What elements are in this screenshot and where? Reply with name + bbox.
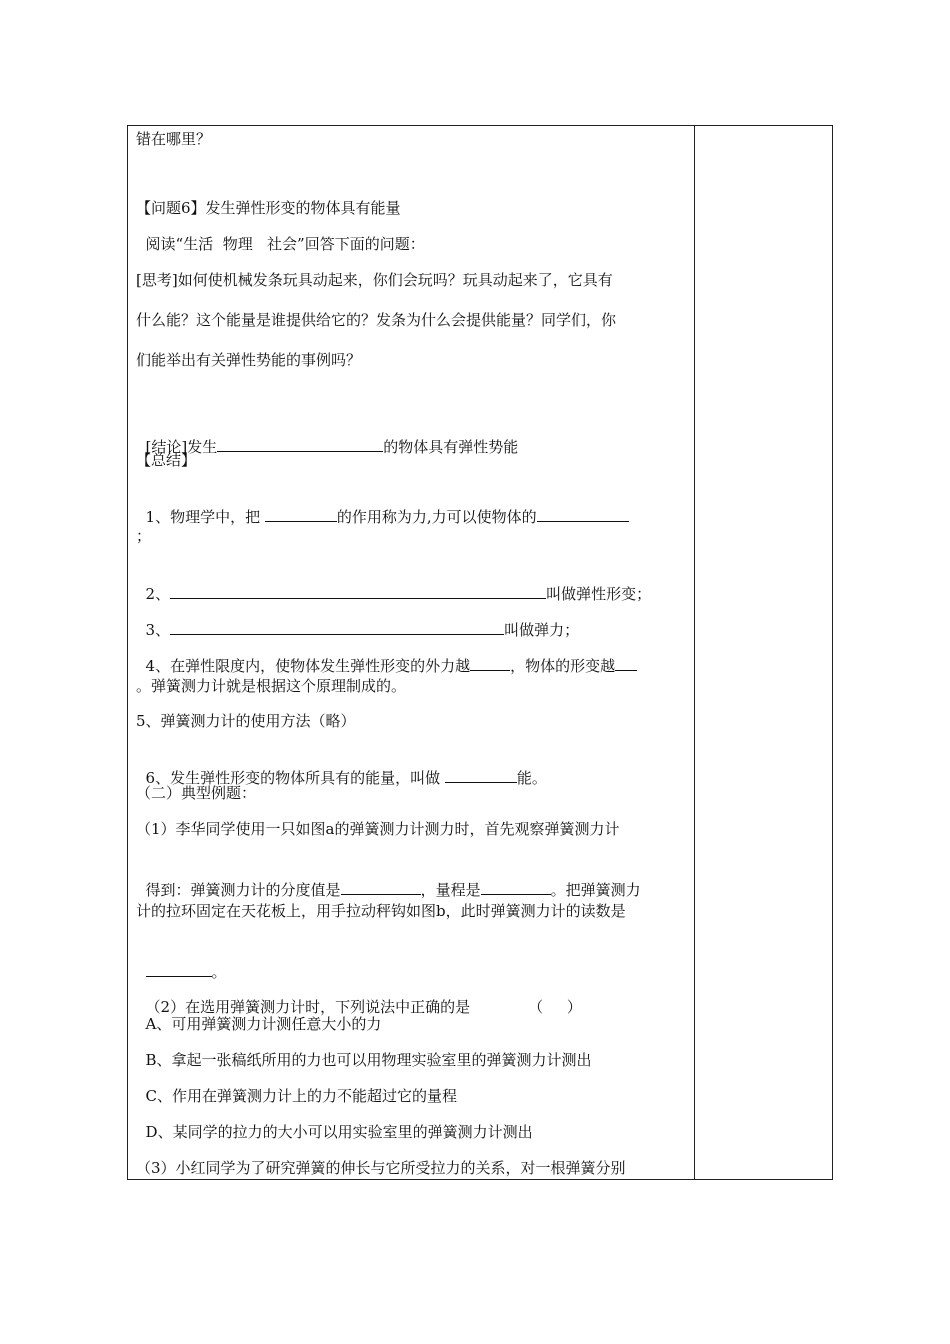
summary-item-5: 5、弹簧测力计的使用方法（略） [136,712,356,730]
fill-blank[interactable] [445,767,517,783]
summary-item-3 [136,599,579,640]
text-segment: 6、发生弹性形变的物体所具有的能量，叫做 [145,769,445,787]
text-line: 阅读“生活 物理 社会”回答下面的问题： [136,235,425,253]
text-segment: 4、在弹性限度内，使物体发生弹性形变的外力越 [145,657,471,675]
text-segment: （2）在选用弹簧测力计时，下列说法中正确的是 [145,998,471,1016]
text-segment: [结论]发生 [145,438,218,456]
text-segment: 得到：弹簧测力计的分度值是 [145,881,341,899]
text-segment: ，物体的形变越 [510,657,616,675]
text-segment: 的作用称为力,力可以使物体的 [336,508,537,526]
fill-blank[interactable] [481,879,551,895]
fill-blank[interactable] [217,436,383,452]
option-c: C、作用在弹簧测力计上的力不能超过它的量程 [136,1087,458,1105]
option-b: B、拿起一张稿纸所用的力也可以用物理实验室里的弹簧测力计测出 [136,1051,592,1069]
examples-heading: （二）典型例题： [136,784,257,802]
example-1-cont: 计的拉环固定在天花板上，用手拉动秤钩如图b，此时弹簧测力计的读数是 [136,902,626,920]
fill-blank[interactable] [470,655,510,671]
text-line: 错在哪里？ [136,130,212,148]
text-line: 什么能？这个能量是谁提供给它的？发条为什么会提供能量？同学们，你 [136,311,617,329]
text-segment: 3、 [145,621,171,639]
text-segment: 。把弹簧测力 [550,881,641,899]
option-d: D、某同学的拉力的大小可以用实验室里的弹簧测力计测出 [136,1123,533,1141]
fill-blank[interactable] [265,506,337,522]
example-1-cont [136,859,641,900]
question-6-heading: 【问题6】发生弹性形变的物体具有能量 [136,199,401,217]
example-1: （1）李华同学使用一只如图a的弹簧测力计测力时，首先观察弹簧测力计 [136,820,620,838]
fill-blank[interactable] [146,961,212,977]
fill-blank[interactable] [170,619,504,635]
option-a: A、可用弹簧测力计测任意大小的力 [136,1015,382,1033]
summary-item-4 [136,635,637,676]
fill-blank[interactable] [615,655,637,671]
example-1-answer [136,941,227,982]
text-line: 们能举出有关弹性势能的事例吗？ [136,351,362,369]
text-segment: 1、物理学中，把 [145,508,265,526]
fill-blank[interactable] [537,506,629,522]
example-3: （3）小红同学为了研究弹簧的伸长与它所受拉力的关系，对一根弹簧分别 [136,1159,626,1177]
text-line: 。弹簧测力计就是根据这个原理制成的。 [136,677,407,695]
text-segment: 叫做弹性形变； [546,585,652,603]
summary-item-1 [136,486,629,527]
fill-blank[interactable] [341,879,421,895]
text-segment: ，量程是 [420,881,481,899]
column-divider [694,125,695,1180]
example-2 [136,977,582,1017]
answer-parentheses: （ ） [528,998,582,1016]
text-segment: 的物体具有弹性势能 [383,438,519,456]
text-segment: 能。 [516,769,547,787]
summary-item-2 [136,563,651,604]
text-segment: 。 [211,963,227,981]
text-segment: 叫做弹力； [504,621,580,639]
think-line: [思考]如何使机械发条玩具动起来，你们会玩吗？玩具动起来了，它具有 [136,271,613,289]
summary-heading: 【总结】 [136,451,197,469]
text-segment: 2、 [145,585,171,603]
summary-item-6 [136,747,547,788]
text-line: ； [136,527,152,545]
fill-blank[interactable] [170,583,546,599]
